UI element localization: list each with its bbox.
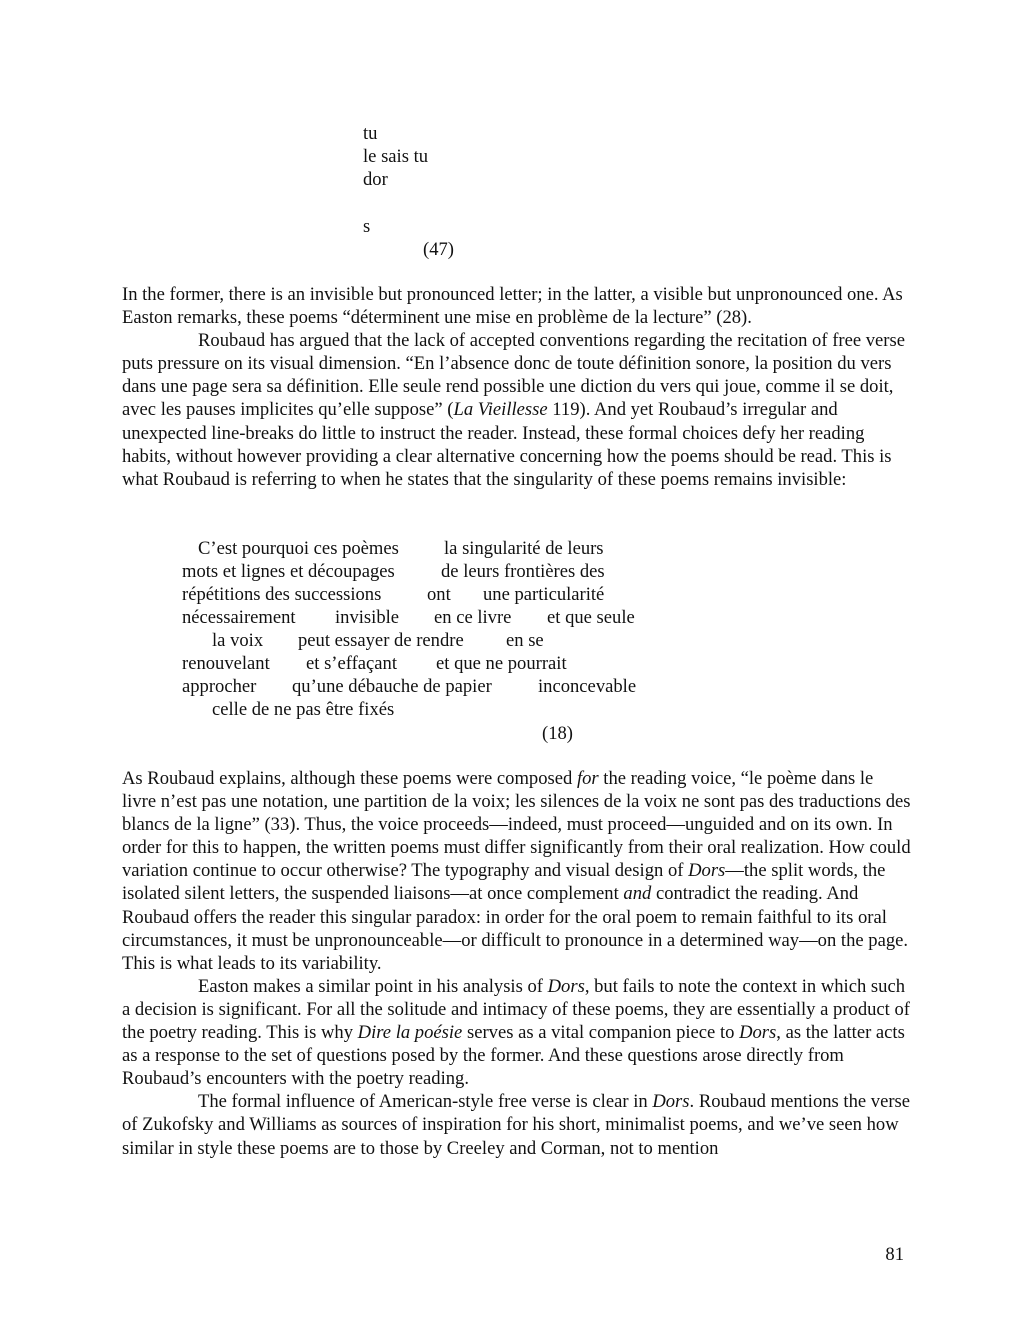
citation: (47)	[423, 239, 454, 260]
paragraph: Easton makes a similar point in his analysis of Dors, but fails to note the context in which such a decision is significant. For all the solitude and intimacy of these poems, they are essentially a product of the poetry reading. This is why Dire la poésie serves as a vital companion piece to Dors, as the latter acts as a response to the set of questions posed by the former. And these questions arose directly from Roubaud’s encounters with the poetry reading.	[122, 975, 910, 1090]
poem-line: s	[363, 216, 371, 237]
poem-line: dor	[363, 169, 388, 190]
book-title: Dors	[652, 1091, 690, 1113]
poem-segment: approcher	[182, 676, 257, 697]
poem-line: le sais tu	[363, 146, 429, 167]
poem-line: tu	[363, 123, 378, 144]
poem-segment: de leurs frontières des	[441, 561, 605, 582]
poem-segment: et que ne pourrait	[436, 653, 567, 674]
poem-segment: en ce livre	[434, 607, 512, 628]
book-title: Dors	[739, 1022, 777, 1044]
body-text-lower	[122, 767, 912, 1160]
poem-segment: mots et lignes et découpages	[182, 561, 395, 582]
poem-segment: nécessairement	[182, 607, 296, 628]
poem-segment: invisible	[335, 607, 400, 628]
poem-segment: qu’une débauche de papier	[292, 676, 492, 697]
paragraph: As Roubaud explains, although these poems were composed for the reading voice, “le poème dans le livre n’est pas une notation, une partition de la voix; les silences de la voix ne sont pas des traductions des blancs de la ligne” (33). Thus, the voice proceeds—indeed, must proceed—unguided and on its own. In order for this to happen, the written poems must differ significantly from their oral realization. How could variation continue to occur otherwise? The typography and visual design of Dors—the split words, the isolated silent letters, the suspended liaisons—at once complement and contradict the reading. And Roubaud offers the reader this singular paradox: in order for the oral poem to remain faithful to its oral circumstances, it must be unpronounceable—or difficult to pronounce in a determined way—on the page. This is what leads to its variability.	[122, 768, 911, 974]
poem-segment: peut essayer de rendre	[298, 630, 464, 651]
poem-segment: inconcevable	[538, 676, 637, 697]
poem-segment: la singularité de leurs	[444, 538, 604, 559]
poem-segment: répétitions des successions	[182, 584, 382, 605]
book-title: La Vieillesse	[453, 399, 548, 421]
book-title: Dors	[688, 860, 726, 882]
poem-segment: renouvelant	[182, 653, 270, 674]
poem-segment: C’est pourquoi ces poèmes	[198, 538, 399, 559]
page-number: 81	[885, 1244, 904, 1265]
citation: (18)	[542, 723, 573, 744]
poem-segment: une particularité	[483, 584, 605, 605]
poem-segment: et s’effaçant	[306, 653, 398, 674]
book-title: Dire la poésie	[357, 1022, 463, 1044]
book-title: Dors	[547, 975, 585, 997]
paragraph: In the former, there is an invisible but pronounced letter; in the latter, a visible but unpronounced one. As Easton remarks, these poems “déterminent une mise en problème de la lecture” (28).	[122, 284, 903, 329]
paragraph: The formal influence of American-style free verse is clear in Dors. Roubaud mentions the verse of Zukofsky and Williams as sources of inspiration for his short, minimalist poems, and we’ve seen how similar in style these poems are to those by Creeley and Corman, not to mention	[122, 1091, 911, 1159]
poem-segment: la voix	[212, 630, 264, 651]
paragraph: Roubaud has argued that the lack of accepted conventions regarding the recitation of free verse puts pressure on its visual dimension. “En l’absence donc de toute définition sonore, la position du vers dans une page sera sa définition. Elle seule rend possible une diction du vers qui joue, comme il se doit, avec les pauses implicites qu’elle suppose” (La Vieillesse 119). And yet Roubaud’s irregular and unexpected line-breaks do little to instruct the reader. Instead, these formal choices defy her reading habits, without however providing a clear alternative concerning how the poems should be read. This is what Roubaud is referring to when he states that the singularity of these poems remains invisible:	[122, 330, 905, 490]
poem-segment: ont	[427, 584, 451, 605]
poem-segment: en se	[506, 630, 544, 651]
poem-segment: celle de ne pas être fixés	[212, 699, 395, 720]
body-text-upper	[122, 283, 912, 491]
poem-segment: et que seule	[547, 607, 635, 628]
